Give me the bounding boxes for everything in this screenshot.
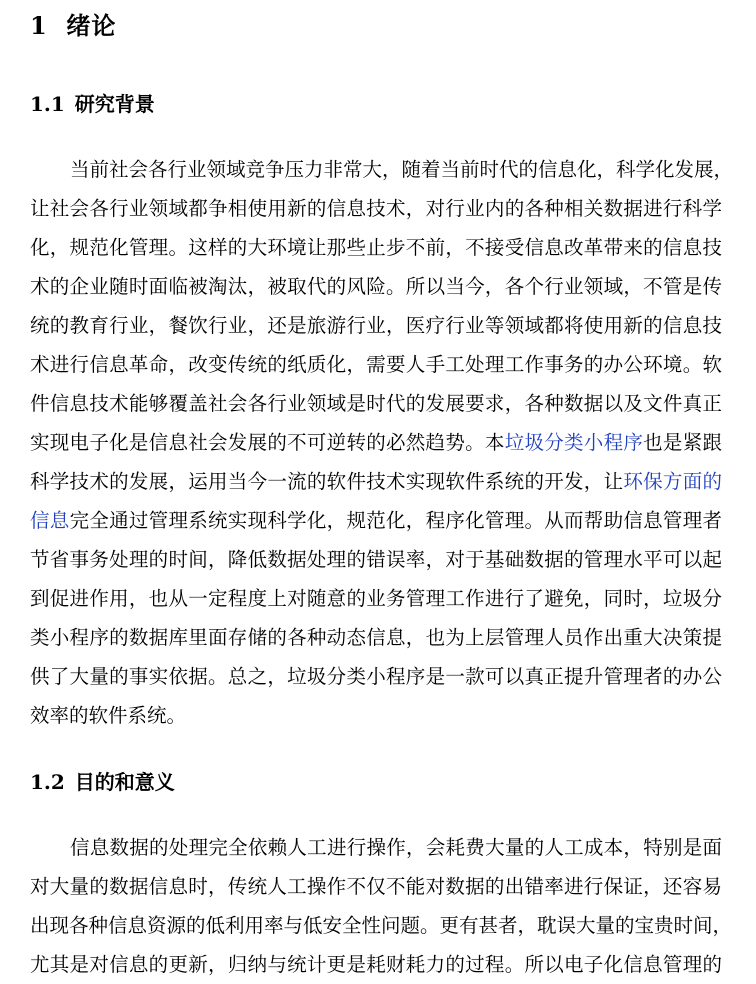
text-line: 效率的软件系统。 — [30, 704, 187, 727]
text-line: 尤其是对信息的更新，归纳与统计更是耗财耗力的过程。所以电子化信息管理的 — [30, 953, 722, 976]
text-line: 让社会各行业领域都争相使用新的信息技术，对行业内的各种相关数据进行科学 — [30, 197, 722, 220]
paragraph-research-background — [30, 150, 734, 735]
text-line — [30, 423, 722, 462]
text-line: 对大量的数据信息时，传统人工操作不仅不能对数据的出错率进行保证，还容易 — [30, 875, 722, 898]
text-line: 出现各种信息资源的低利用率与低安全性问题。更有甚者，耽误大量的宝贵时间， — [30, 914, 733, 937]
text-line: 化，规范化管理。这样的大环境让那些止步不前，不接受信息改革带来的信息技 — [30, 236, 722, 259]
section-title: 研究背景 — [74, 92, 155, 116]
link-environmental-info-cont[interactable]: 信息 — [30, 509, 70, 532]
text-segment: 实现电子化是信息社会发展的不可逆转的必然趋势。本 — [30, 431, 505, 454]
link-environmental-info[interactable]: 环保方面的 — [623, 470, 722, 493]
text-line: 节省事务处理的时间，降低数据处理的错误率，对于基础数据的管理水平可以起 — [30, 548, 722, 571]
text-line: 当前社会各行业领域竞争压力非常大，随着当前时代的信息化，科学化发展， — [70, 158, 734, 181]
section-heading-1-2 — [30, 766, 175, 795]
section-title: 目的和意义 — [74, 770, 175, 794]
section-number: 1.2 — [30, 770, 65, 794]
link-garbage-sorting-app[interactable]: 垃圾分类小程序 — [504, 431, 644, 454]
text-line — [30, 501, 722, 540]
text-line: 件信息技术能够覆盖社会各行业领域是时代的发展要求，各种数据以及文件真正 — [30, 392, 722, 415]
text-line: 术进行信息革命，改变传统的纸质化，需要人手工处理工作事务的办公环境。软 — [30, 353, 722, 376]
chapter-heading — [30, 6, 116, 41]
text-line: 信息数据的处理完全依赖人工进行操作，会耗费大量的人工成本，特别是面 — [70, 836, 722, 859]
text-line: 到促进作用，也从一定程度上对随意的业务管理工作进行了避免，同时，垃圾分 — [30, 587, 722, 610]
text-line: 类小程序的数据库里面存储的各种动态信息，也为上层管理人员作出重大决策提 — [30, 626, 722, 649]
text-segment: 完全通过管理系统实现科学化，规范化，程序化管理。从而帮助信息管理者 — [69, 509, 722, 532]
text-line: 术的企业随时面临被淘汰，被取代的风险。所以当今，各个行业领域，不管是传 — [30, 275, 722, 298]
text-segment: 也是紧跟 — [643, 431, 722, 454]
text-line: 统的教育行业，餐饮行业，还是旅游行业，医疗行业等领域都将使用新的信息技 — [30, 314, 722, 337]
section-heading-1-1 — [30, 88, 155, 117]
text-line: 供了大量的事实依据。总之，垃圾分类小程序是一款可以真正提升管理者的办公 — [30, 665, 722, 688]
chapter-title: 绪论 — [66, 11, 117, 40]
text-segment: 科学技术的发展，运用当今一流的软件技术实现软件系统的开发，让 — [30, 470, 624, 493]
text-line — [30, 462, 722, 501]
section-number: 1.1 — [30, 92, 65, 116]
chapter-number: 1 — [30, 11, 48, 40]
paragraph-purpose-significance — [30, 828, 733, 984]
